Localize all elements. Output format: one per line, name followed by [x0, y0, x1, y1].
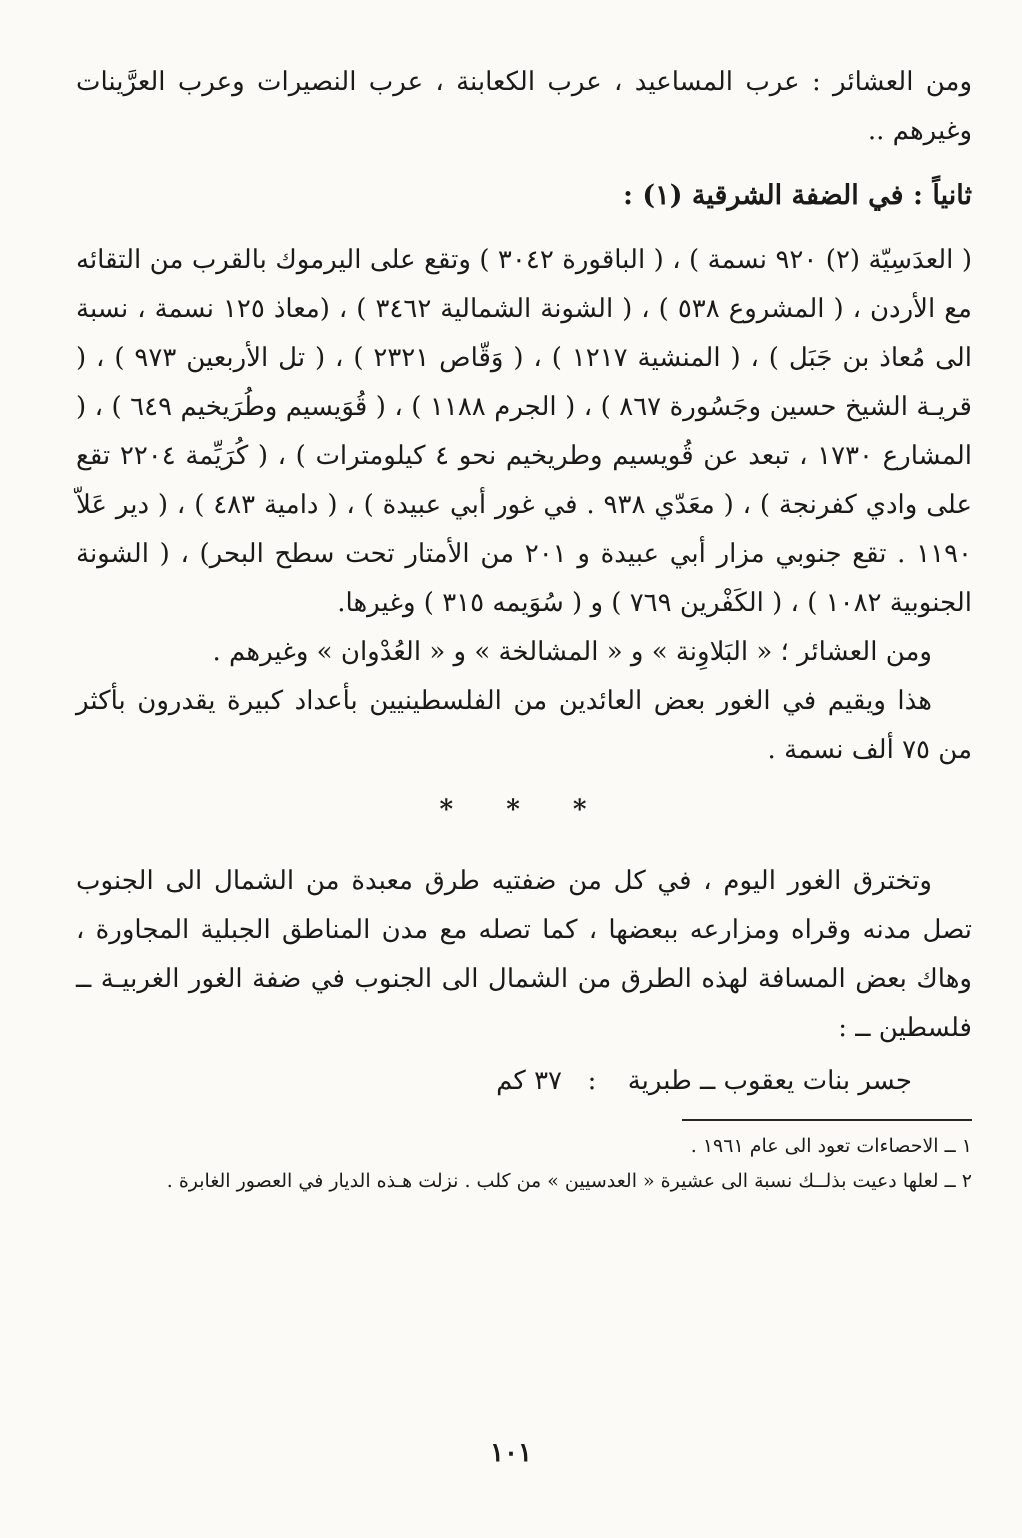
footnote-rule	[682, 1119, 972, 1121]
distance-row	[76, 1057, 972, 1105]
section-heading-east-bank: ثانياً : في الضفة الشرقية (١) :	[623, 180, 972, 211]
paragraph-returnees: هذا ويقيم في الغور بعض العائدين من الفلسطينيين بأعداد كبيرة يقدرون بأكثر من ٧٥ ألف نسمة .	[76, 686, 972, 765]
distance-route: جسر بنات يعقوب ــ طبرية	[627, 1066, 912, 1096]
paragraph-east-clans: ومن العشائر ؛ « البَلاوِنة » و « المشالخة » و « العُدْوان » وغيرهم .	[212, 637, 932, 667]
paragraph-west-clans: ومن العشائر : عرب المساعيد ، عرب الكعابنة ، عرب النصيرات وعرب العرَّينات وغيرهم ..	[76, 67, 972, 146]
footnote-1: ١ ــ الاحصاءات تعود الى عام ١٩٦١ .	[690, 1135, 972, 1157]
paragraph-roads: وتخترق الغور اليوم ، في كل من ضفتيه طرق معبدة من الشمال الى الجنوب تصل مدنه وقراه ومزارعه ببعضها ، كما تصله مع مدن المناطق الجبلية المجاورة ، وهاك بعض المسافة لهذه الطرق من الشمال الى الجنوب في ضفة الغور الغربيـة ــ فلسطين ــ :	[76, 866, 972, 1043]
section-separator: * * *	[439, 795, 609, 825]
page-number: ١٠١	[490, 1438, 532, 1468]
footnotes	[76, 1129, 972, 1199]
footnote-2: ٢ ــ لعلها دعيت بذلــك نسبة الى عشيرة « العدسيين » من كلب . نزلت هـذه الديار في العصور الغابرة .	[166, 1170, 972, 1192]
body-text	[76, 58, 972, 1105]
distance-value: ٣٧ كم	[496, 1066, 562, 1096]
paragraph-east-villages: ( العدَسِيّة (٢) ٩٢٠ نسمة ) ، ( الباقورة ٣٠٤٢ ) وتقع على اليرموك بالقرب من التقائه مع الأردن ، ( المشروع ٥٣٨ ) ، ( الشونة الشمالية ٣٤٦٢ ) ، (معاذ ١٢٥ نسمة ، نسبة الى مُعاذ بن جَبَل ) ، ( المنشية ١٢١٧ ) ، ( وَقّاص ٢٣٢١ ) ، ( تل الأربعين ٩٧٣ ) ، ( قريـة الشيخ حسين وجَسُورة ٨٦٧ ) ، ( الجرم ١١٨٨ ) ، ( قُوَيسيم وطُرَيخيم ٦٤٩ ) ، ( المشارع ١٧٣٠ ، تبعد عن قُويسيم وطريخيم نحو ٤ كيلومترات ) ، ( كُرَيِّمة ٢٢٠٤ تقع على وادي كفرنجة ) ، ( معَدّي ٩٣٨ . في غور أبي عبيدة ) ، ( دامية ٤٨٣ ) ، ( دير عَلاّ ١١٩٠ . تقع جنوبي مزار أبي عبيدة و ٢٠١ من الأمتار تحت سطح البحر) ، ( الشونة الجنوبية ١٠٨٢ ) ، ( الكَفْرين ٧٦٩ ) و ( سُوَيمه ٣١٥ ) وغيرها.	[76, 245, 973, 618]
distance-separator: :	[587, 1066, 597, 1096]
